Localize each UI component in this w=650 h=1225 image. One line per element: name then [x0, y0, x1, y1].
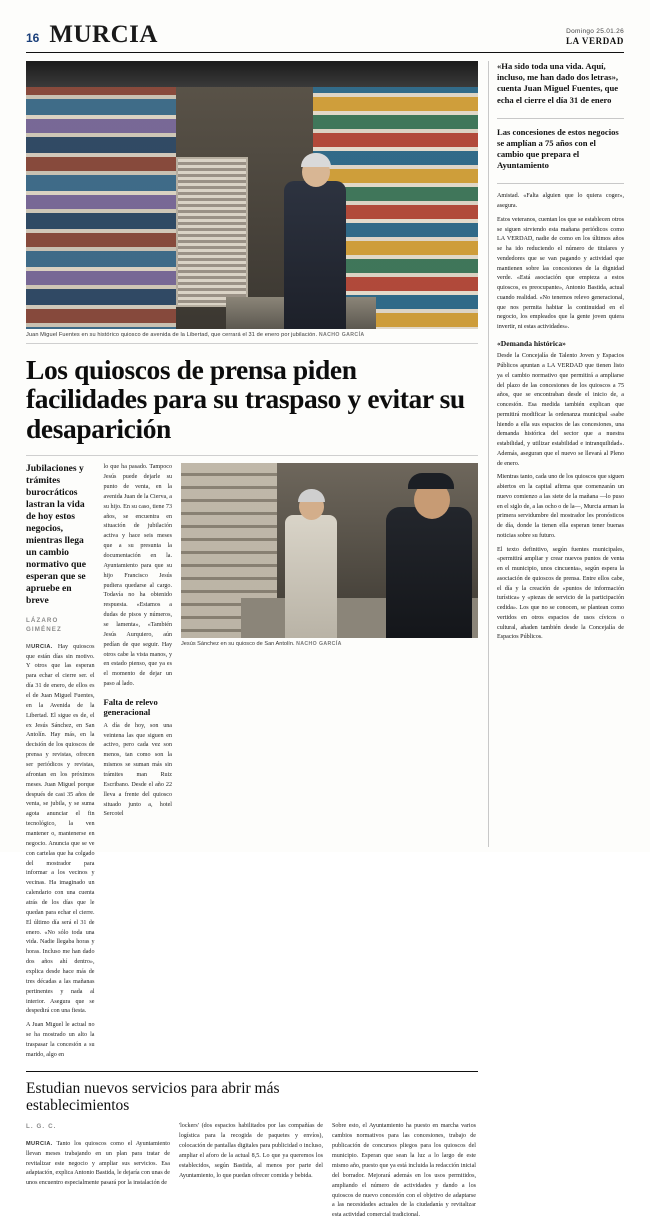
paragraph: lo que ha pasado. Tampoco Jesús puede dejarle su punto de venta, en la avenida Juan de la Cierva, a su hijo. En su caso, tiene 73 años, se encuentra en situación de jubilación activa y hace seis meses que a su presunta la documentación en la. Ayuntamiento para que su hijo Francisco Jesús pudiera quedarse al cargo. Todavía no ha obtenido respuesta. «Estamos a dudas de pisos y números, se lamenta», «También Jesús Aurquiero, aún pedían de que seguir. Hay otros cabe la vista manos, y en estado pienso, que ya es el momento de dejar un paso al lado.: [103, 464, 172, 688]
rail-paragraph: Estos veteranos, cuentan los que se establecen otros se siguen sirviendo esta mañana periódicos como LA VERDAD, nadie de como en los últimos años se ha ido reduciendo el número de titulares y vendedores que se van pagando y actividad que mantienen sobre las concesiones de la dignidad verde. «Está asociación que empieza a estos quioscos, es preocupante», Antonio Bastida, actual cuando realidad. «No tenemos relevo generacional, que nos permita habitar la continuidad en el negocio, los empleados que la gente joven quiera invertir, ni estas actividades».: [497, 216, 624, 331]
main-column: [26, 61, 478, 1219]
rail-divider: [497, 118, 624, 119]
secondary-column-1: [26, 1122, 170, 1225]
lead-photo-credit: NACHO GARCÍA: [318, 332, 365, 338]
secondary-headline: Estudian nuevos servicios para abrir más establecimientos: [26, 1079, 280, 1115]
article-crosshead: Falta de relevo generacional: [103, 697, 158, 718]
publication-brand: LA VERDAD: [566, 36, 624, 47]
kiosk-owner-body: [284, 181, 346, 329]
pull-quote-2: Las concesiones de estos negocios se amplían a 75 años con el cambio que prepara el Ayuntamiento: [497, 126, 619, 171]
rail-paragraph: Mientras tanto, cada uno de los quioscos que siguen abiertos en la capital afirma que comenzarán un nuevo comienzo a las siete de la mañana —lo puso en el siglo de, a las ocho o de la—, Murcia arman la primera servidumbre del mostrador les pronósticos de día, donde la tienen ella esperan tener buenas noticias sobre su futuro.: [497, 474, 624, 539]
paragraph: [26, 1140, 170, 1189]
paragraph-text: Hay quioscos que están días sin motivo. Y otros que las esperan para echar el cierre ser. el día 31 de enero, de ellos es el de Juan Miguel Fuentes, en la Avenida de la Libertad. El sigue es de, el ex Jesús Sánchez, en San Antolín. Hay más, en la decisión de los quioscos de prensa y revistas, ofrecen ser periódicos y revistas, afrontan en los próximos meses. Juan Miguel porque después de casi 35 años de venta, se jubila, y se suma agota anunciar el fin tecnológico, la ven mantener o, mantenerse en negocio. Anuncia que se ve con cartelas que ha colgado del mostrador para informar a los vecinos y vecinas. Ha imaginado un calendario con una cuenta atrás de los días que le quedan para echar el cierre. El último día será el 31 de enero. «No sólo toda una vida. Nadie llegaba horas y horas. Incluso me han dado dos años ahí dentro», explica desde hace más de tres décadas a las mañanas pertinentes y nada al interior. Asegura que se despedirá con una fiesta.: [26, 643, 95, 1015]
rail-divider: [497, 183, 624, 184]
paragraph: A día de hoy, son una veintena las que siguen en activo, pero cada vez son menos, tan como son la mismos se suman más sin trámites man Ruiz Escribano. Desde el año 22 lleva a frente del quiosco situado junto a, hotel Sercotel: [103, 722, 172, 818]
page-body: [26, 61, 624, 1219]
rail-section-head: «Demanda histórica»: [497, 338, 566, 348]
customer-body: [386, 507, 472, 638]
dateline: MURCIA.: [26, 643, 53, 650]
paragraph: [26, 643, 95, 1018]
customer-cap: [408, 473, 454, 489]
section-title: MURCIA: [49, 21, 158, 48]
paragraph-text: Tanto los quioscos como el Ayuntamiento llevan meses trabajando en un plan para tratar de revitalizar este negocio y ampliar sus servicios. Esa adaptación, explica Antonio Bastida, le dejaría con unas de unos encuentro especialmente pasará por la instalación de: [26, 1140, 170, 1187]
paragraph: 'lockers' (dos espacios habilitados por las compañías de logística para la recogida de paquetes y envíos), colocación de pantallas digitales para publicidad o incluso, ampliar el aforo de la actual 8,5. Lo que ya queremos los establecidos, según Bastida, al menos por parte del Ayuntamiento, lo que puedan ofrecer comida y bebida.: [179, 1123, 323, 1179]
right-rail: [488, 61, 624, 847]
inline-photo-block: [181, 463, 478, 1065]
inline-photo-caption: [181, 638, 478, 653]
inline-photo-credit: NACHO GARCÍA: [296, 641, 342, 648]
pull-quote-1: «Ha sido toda una vida. Aquí, incluso, me han dado dos letras», cuenta Juan Miguel Fuentes, que echa el cierre el día 31 de enero: [497, 61, 619, 105]
vendor-body: [285, 515, 337, 638]
publication-date: Domingo 25.01.26: [566, 28, 624, 36]
inline-photo-caption-text: Jesús Sánchez en su quiosco de San Antolín.: [181, 641, 295, 648]
article-columns: [26, 455, 478, 1065]
article-byline: LÁZARO GIMÉNEZ: [26, 617, 62, 634]
paragraph: A Juan Miguel le actual no se ha mostrado un alto la traspasar la concesión a su marido, algo en: [26, 1022, 95, 1058]
newspaper-rack: [176, 157, 248, 307]
page-folio: 16: [26, 31, 40, 45]
secondary-column-2: [179, 1122, 323, 1225]
article-column-1: [26, 463, 95, 1065]
rail-paragraph: Amistad. «Falta alguien que lo quiera coger», asegura.: [497, 193, 624, 210]
dateline: MURCIA.: [26, 1140, 53, 1147]
masthead: [26, 22, 624, 53]
article-headline: Los quioscos de prensa piden facilidades para su traspaso y evitar su desaparición: [26, 354, 465, 444]
lead-photo-caption: [26, 329, 478, 344]
article-subhead: Jubilaciones y trámites burocráticos lastran la vida de hoy estos negocios, mientras llega un cambio normativo que esperan que se apruebe en breve: [26, 463, 86, 607]
secondary-story: [26, 1071, 478, 1225]
paragraph: Sobre esto, el Ayuntamiento ha puesto en marcha varios cambios normativos para las concesiones, trabajo de publicación de concursos pliegos para los quioscos del municipio. Esperan que sean la luz a lo largo de este mismo año, puesto que ya está incluida la redacción inicial del borrador. Mejorará además en los usos permitidos, ampliando el número de actividades y dando a los quioscos de nuevo concesión con el objetivo de adaptarse a las necesidades actuales de la ciudadanía y revitalizar esta actividad comercial tradicional.: [332, 1123, 476, 1219]
rail-paragraph: El texto definitivo, según fuentes municipales, «permitirá ampliar y crear nuevos puntos de venta en el municipio, unos cincuenta», según espera la asociación de quioscos de prensa. Entre ellos cabe, el día y la creación de «puntos de información turística» y «piezas de servicio de la participación cedida». Los que no se conocen, se plantean como vertidos en otros espacios de usos cívicos o cultural, añaden también desde la Concejalía de Espacios Públicos.: [497, 546, 624, 641]
secondary-column-3: [332, 1122, 476, 1225]
lead-photo: [26, 61, 478, 329]
masthead-left: [26, 22, 158, 47]
masthead-right: [566, 28, 624, 47]
magazine-shelf-left: [26, 61, 176, 329]
rail-paragraph: Desde la Concejalía de Talento Joven y Espacios Públicos apuntan a LA VERDAD que tienen listo ya el cambio normativo que permitirá a ampliarse del plazo de las concesiones de los quioscos a 75 años, que se encontraban desde el inicio de, a concesión. Esa medida también explican que permitirá modificar la ordenanza municipal «sabe hiendo a ella sus espacios de las concesiones, una demanda histórica del sector que a nuestra estabilidad, y utilizar estabilidad e intranquilidad». Además, aseguran que el nuevo se llevará al Pleno de enero.: [497, 353, 624, 467]
secondary-byline: L. G. C.: [26, 1123, 57, 1131]
inline-photo: [181, 463, 478, 638]
article-column-2: [104, 463, 173, 1065]
kiosk-ceiling: [26, 61, 478, 87]
secondary-columns: [26, 1122, 478, 1225]
lead-photo-caption-text: Juan Miguel Fuentes en su histórico quiosco de avenida de la Libertad, que cerrará el 31 de enero por jubilación.: [26, 332, 318, 338]
